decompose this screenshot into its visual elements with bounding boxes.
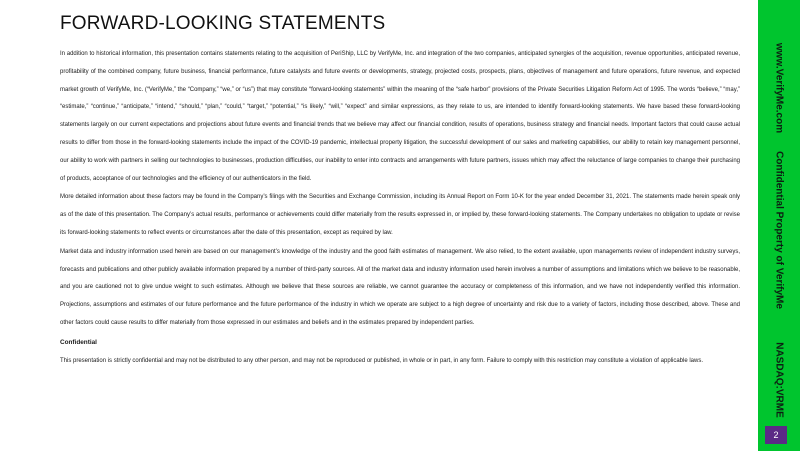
- paragraph-sec-filings: More detailed information about these factors may be found in the Company’s filings with the Securities and Exchange Commission, including its Annual Report on Form 10-K for the year ended December 31, 2021. The statements made herein speak only as of the date of this presentation. The Company’s actual results, performance or achievements could differ materially from the results expressed in, or implied by, these forward-looking statements. The Company undertakes no obligation to update or revise its forward-looking statements to reflect events or circumstances after the date of this presentation, except as required by law.: [60, 194, 740, 236]
- side-brand-bar: [758, 0, 800, 451]
- website-url[interactable]: www.VerifyMe.com: [773, 42, 785, 134]
- content-area: [60, 10, 740, 370]
- paragraph-forward-looking: In addition to historical information, this presentation contains statements relating to the acquisition of PeriShip, LLC by VerifyMe, Inc. and integration of the two companies, anticipated synergies of the acquisition, revenue opportunities, anticipated revenue, profitability of the combined company, future business, financial performance, future catalysts and future events or developments, strategy, projected costs, prospects, plans, objectives of management and future operations, future revenue, and expected market growth of VerifyMe, Inc. (“VerifyMe,” the “Company,” “we,” or “us”) that may constitute “forward-looking statements” within the meaning of the “safe harbor” provisions of the Private Securities Litigation Reform Act of 1995. The words “believe,” “may,” “estimate,” “continue,” “anticipate,” “intend,” “should,” “plan,” “could,” “target,” “potential,” “is likely,” “will,” “expect” and similar expressions, as they relate to us, are intended to identify forward-looking statements. We have based these forward-looking statements largely on our current expectations and projections about future events and financial trends that we believe may affect our financial condition, results of operations, business strategy and financial needs. Important factors that could cause actual results to differ from those in the forward-looking statements include the impact of the COVID-19 pandemic, intellectual property litigation, the successful development of our sales and marketing capabilities, our ability to retain key management personnel, our ability to work with partners in selling our technologies to businesses, production difficulties, our inability to enter into contracts and arrangements with future partners, issues which may affect the reluctance of large companies to change their purchasing of products, acceptance of our technologies and the efficiency of our authenticators in the field.: [60, 51, 740, 182]
- page-title: FORWARD-LOOKING STATEMENTS: [60, 13, 386, 34]
- paragraph-confidential: This presentation is strictly confidential and may not be distributed to any other person, and may not be reproduced or published, in whole or in part, in any form. Failure to comply with this restriction may constitute a violation of applicable laws.: [60, 357, 703, 364]
- confidential-notice: Confidential Property of VerifyMe: [773, 151, 785, 309]
- paragraph-market-data: Market data and industry information used herein are based on our management’s knowledge of the industry and the good faith estimates of management. We also relied, to the extent available, upon managements review of independent industry surveys, forecasts and publications and other publicly available information prepared by a number of third-party sources. All of the market data and industry information used herein involves a number of assumptions and limitations which we believe to be reasonable, and you are cautioned not to give undue weight to such estimates. Although we believe that these sources are reliable, we cannot guarantee the accuracy or completeness of this information, and we have not independently verified this information. Projections, assumptions and estimates of our future performance and the future performance of the industry in which we operate are subject to a high degree of uncertainty and risk due to a variety of factors, including those described, above. These and other factors could cause results to differ materially from those expressed in our estimates and beliefs and in the estimates prepared by independent parties.: [60, 248, 740, 326]
- page-number-badge: 2: [765, 426, 787, 444]
- ticker-symbol: NASDAQ:VRME: [773, 342, 785, 418]
- confidential-heading: Confidential: [60, 338, 97, 346]
